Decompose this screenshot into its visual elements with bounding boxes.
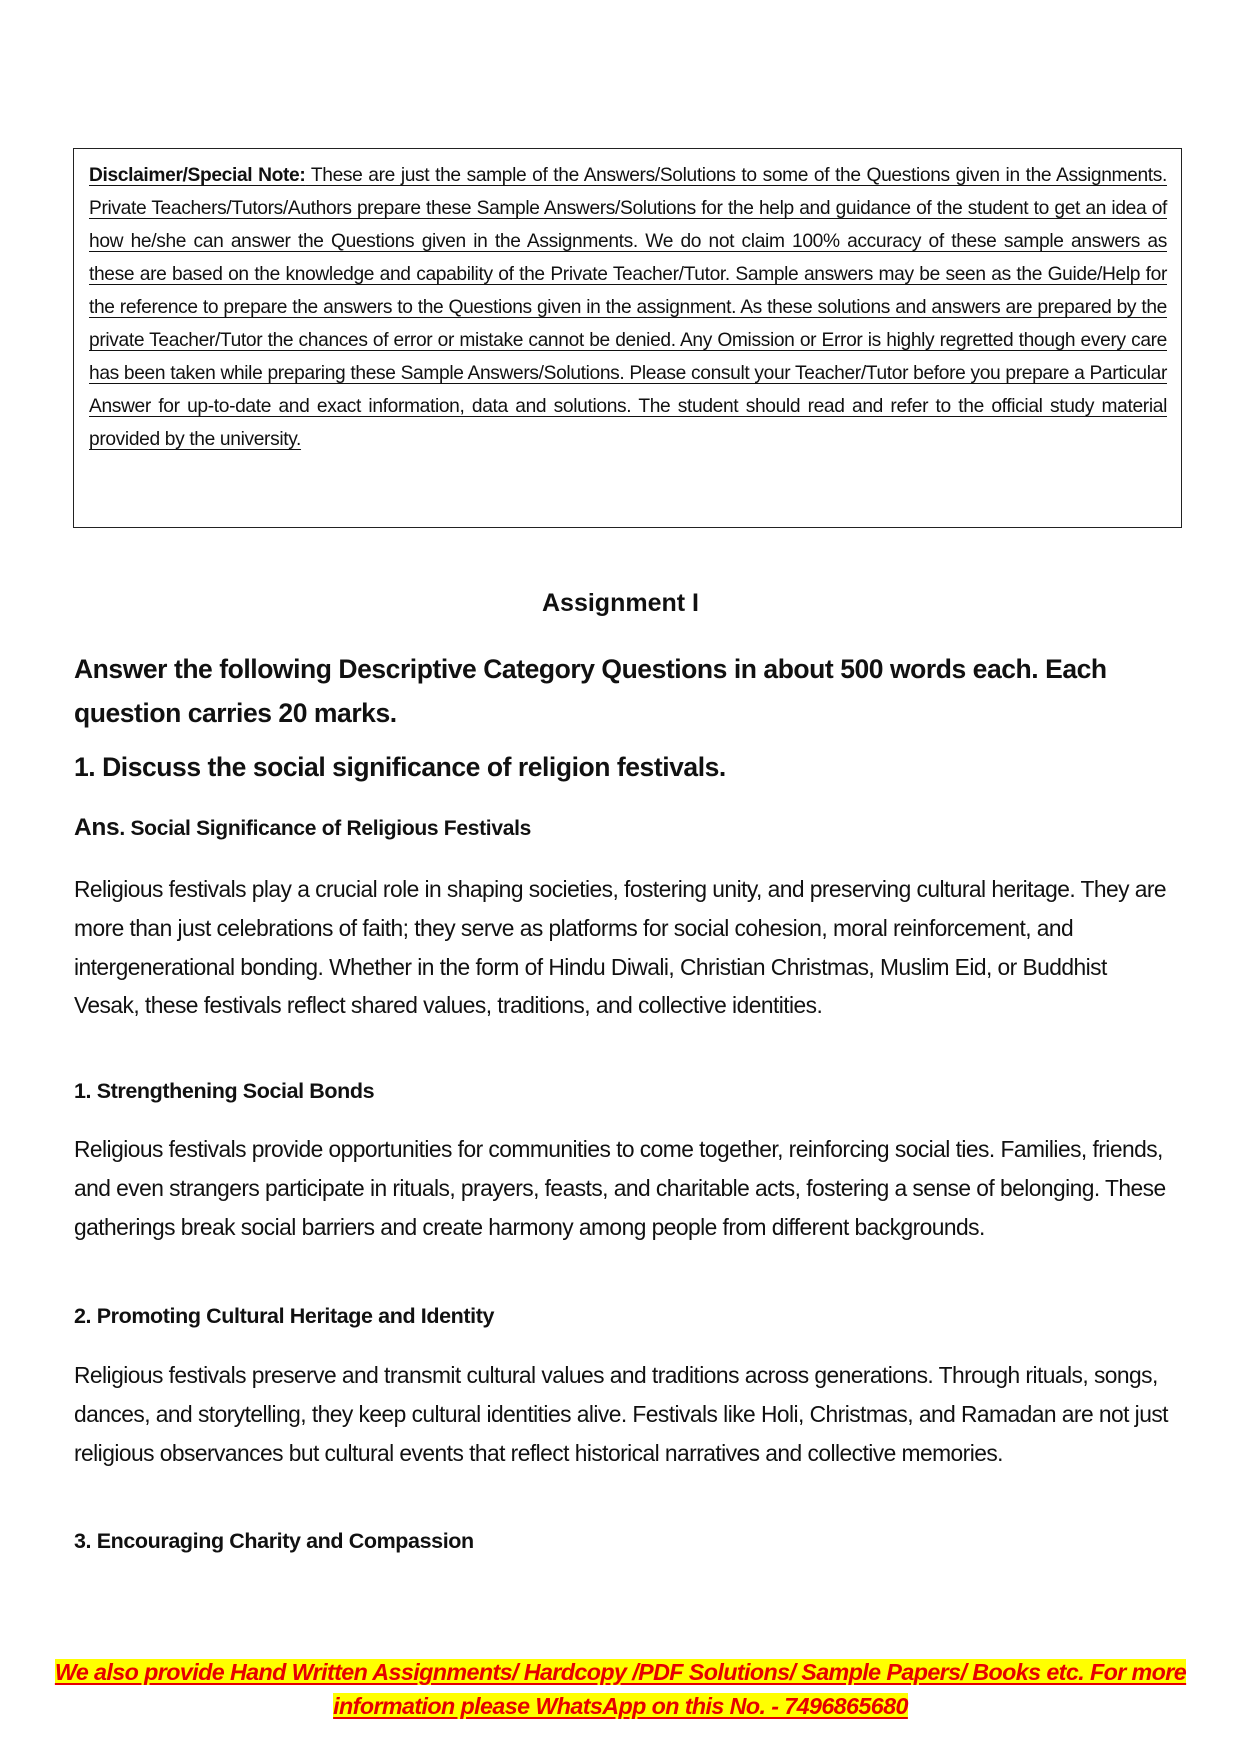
disclaimer-label: Disclaimer/Special Note: [89, 165, 306, 186]
section-heading-2: 2. Promoting Cultural Heritage and Identity [74, 1304, 495, 1328]
answer-heading: Social Significance of Religious Festivals [130, 817, 531, 840]
answer-heading-line [74, 814, 531, 842]
section-heading-3: 3. Encouraging Charity and Compassion [74, 1529, 474, 1553]
assignment-instructions: Answer the following Descriptive Category Questions in about 500 words each. Each question carries 20 marks. [74, 654, 1107, 728]
section-body-2: Religious festivals preserve and transmit cultural values and traditions across generations. Through rituals, songs, dances, and storytelling, they keep cultural identities alive. Festivals like Holi, Christmas, and Ramadan are not just religious observances but cultural events that reflect historical narratives and collective memories. [74, 1362, 1168, 1466]
footer-promo [0, 1655, 1241, 1723]
answer-intro-paragraph: Religious festivals play a crucial role in shaping societies, fostering unity, and preserving cultural heritage. They are more than just celebrations of faith; they serve as platforms for social cohesion, moral reinforcement, and intergenerational bonding. Whether in the form of Hindu Diwali, Christian Christmas, Muslim Eid, or Buddhist Vesak, these festivals reflect shared values, traditions, and collective identities. [74, 876, 1167, 1019]
section-body-1: Religious festivals provide opportunities for communities to come together, reinforcing social ties. Families, friends, and even strangers participate in rituals, prayers, feasts, and charitable acts, fostering a sense of belonging. These gatherings break social barriers and create harmony among people from different backgrounds. [74, 1136, 1166, 1240]
assignment-title: Assignment I [542, 589, 699, 617]
disclaimer-body: These are just the sample of the Answers/Solutions to some of the Questions given in the Assignments. Private Teachers/Tutors/Authors prepare these Sample Answers/Solutions for the help and guidance of the student to get an idea of how he/she can answer the Questions given in the Assignments. We do not claim 100% accuracy of these sample answers as these are based on the knowledge and capability of the Private Teacher/Tutor. Sample answers may be seen as the Guide/Help for the reference to prepare the answers to the Questions given in the assignment. As these solutions and answers are prepared by the private Teacher/Tutor the chances of error or mistake cannot be denied. Any Omission or Error is highly regretted though every care has been taken while preparing these Sample Answers/Solutions. Please consult your Teacher/Tutor before you prepare a Particular Answer for up-to-date and exact information, data and solutions. The student should read and refer to the official study material provided by the university. [89, 165, 1167, 450]
answer-label: Ans [74, 814, 120, 841]
answer-separator: . [119, 817, 131, 840]
section-heading-1: 1. Strengthening Social Bonds [74, 1079, 375, 1103]
disclaimer-box [73, 148, 1182, 528]
footer-promo-text: We also provide Hand Written Assignments/ Hardcopy /PDF Solutions/ Sample Papers/ Books etc. For more information please WhatsApp on this No. - 7496865680 [54, 1659, 1187, 1719]
disclaimer-text [89, 159, 1167, 456]
question-1: 1. Discuss the social significance of religion festivals. [74, 752, 726, 782]
